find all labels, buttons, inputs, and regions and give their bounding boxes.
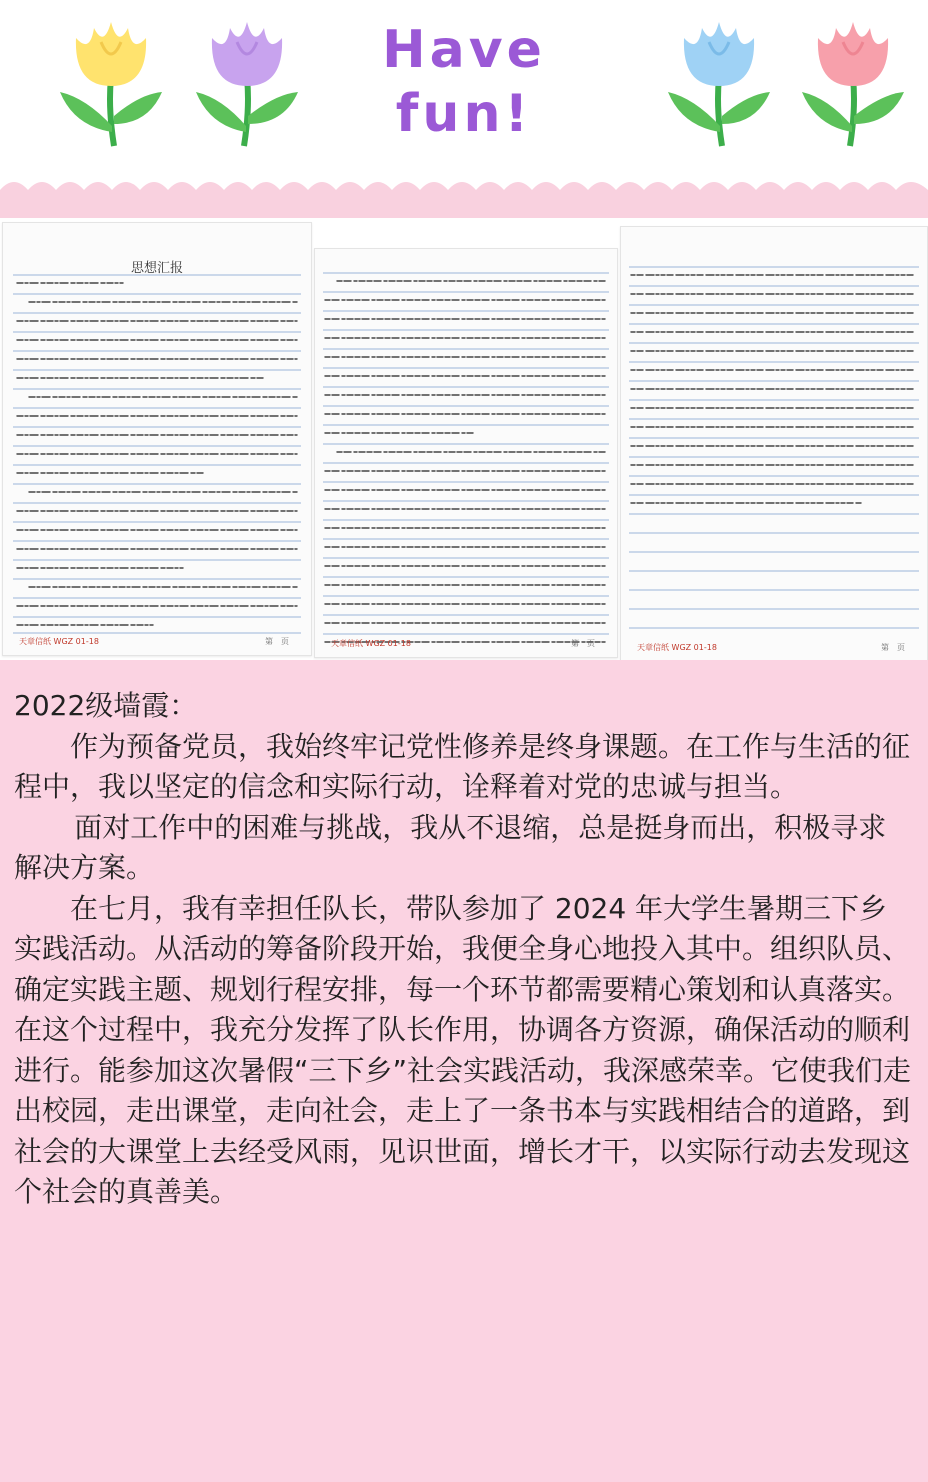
handwritten-lines	[315, 249, 617, 657]
report-text-panel	[0, 660, 928, 1482]
sheet-heading: 思想汇报	[130, 261, 183, 276]
handwritten-report-photos	[0, 218, 928, 660]
report-content	[14, 686, 914, 1213]
sheet-footer-brand: 天章信纸 WGZ 01-18	[19, 637, 99, 646]
report-paragraph-3: 在七月，我有幸担任队长，带队参加了 2024 年大学生暑期三下乡实践活动。从活动的筹备阶段开始，我便全身心地投入其中。组织队员、确定实践主题、规划行程安排，每一个环节都需要精心策划和认真落实。在这个过程中，我充分发挥了队长作用，协调各方资源，确保活动的顺利进行。能参加这次暑假“三下乡”社会实践活动，我深感荣幸。它使我们走出校园，走出课堂，走向社会，走上了一条书本与实践相结合的道路，到社会的大课堂上去经受风雨，见识世面，增长才干，以实际行动去发现这个社会的真善美。	[14, 891, 912, 1208]
report-paragraph-2: 面对工作中的困难与挑战，我从不退缩，总是挺身而出，积极寻求解决方案。	[14, 810, 887, 884]
handwritten-lines	[3, 223, 311, 655]
report-paragraph-1: 作为预备党员，我始终牢记党性修养是终身课题。在工作与生活的征程中，我以坚定的信念和实际行动，诠释着对党的忠诚与担当。	[14, 729, 911, 803]
handwritten-sheet-1	[2, 222, 312, 656]
handwritten-sheet-3	[620, 226, 928, 662]
handwritten-lines	[621, 227, 927, 661]
sheet-page-number: 第 页	[881, 643, 905, 652]
report-heading: 2022级墙霞：	[14, 689, 198, 722]
sheet-footer-brand: 天章信纸 WGZ 01-18	[637, 643, 717, 652]
sheet-page-number: 第 页	[265, 637, 289, 646]
sheet-page-number: 第 页	[571, 639, 595, 648]
handwritten-sheet-2	[314, 248, 618, 658]
scallop-border	[0, 176, 928, 222]
sheet-footer-brand: 天章信纸 WGZ 01-18	[331, 639, 411, 648]
header-title-line1: Have	[382, 20, 546, 80]
header-title-line2: fun!	[395, 84, 533, 144]
header-banner	[0, 0, 928, 222]
